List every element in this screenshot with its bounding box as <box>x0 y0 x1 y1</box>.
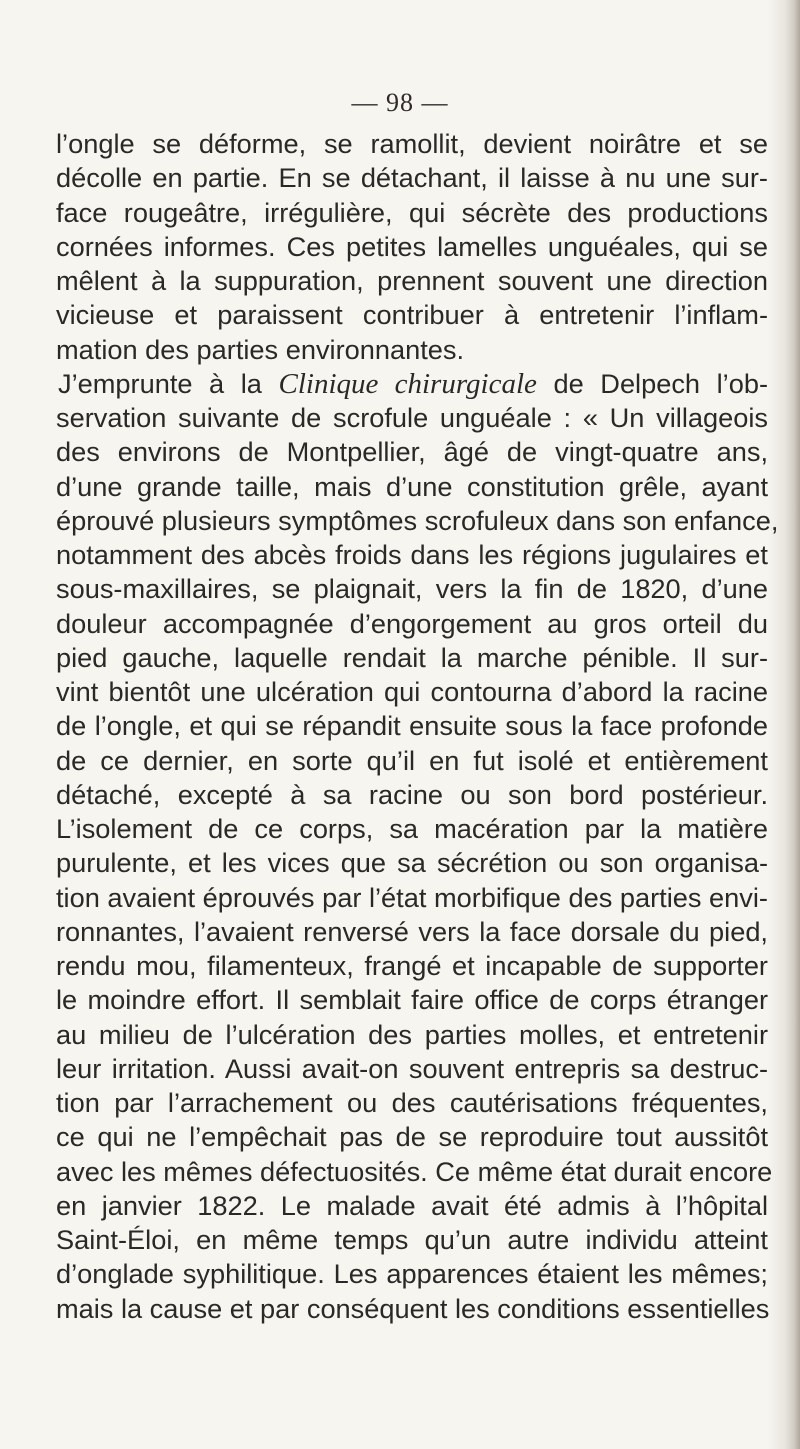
text-line: l’ongle se déforme, se ramollit, devient noirâtre et se <box>56 128 768 159</box>
text-line: de l’ongle, et qui se répandit ensuite sous la face profonde <box>56 710 768 742</box>
text-line: d’onglade syphilitique. Les apparences étaient les mêmes; <box>56 1258 768 1290</box>
text-line: mêlent à la suppuration, prennent souvent une direction <box>56 265 768 296</box>
text-segment: de Delpech l’ob- <box>553 367 768 399</box>
text-line: tion avaient éprouvés par l’état morbifique des parties envi- <box>56 881 768 913</box>
text-line: mais la cause et par conséquent les conditions essentielles <box>56 1292 770 1324</box>
text-line: notamment des abcès froids dans les régions jugulaires et <box>56 539 768 570</box>
text-line-with-citation <box>56 367 768 401</box>
text-line: rendu mou, filamenteux, frangé et incapable de supporter <box>56 950 768 981</box>
text-line: des environs de Montpellier, âgé de vingt-quatre ans, <box>56 436 768 468</box>
text-line: au milieu de l’ulcération des parties molles, et entretenir <box>56 1018 768 1050</box>
text-line: avec les mêmes défectuosités. Ce même état durait encore <box>56 1155 773 1187</box>
text-line: Saint-Éloi, en même temps qu’un autre individu atteint <box>56 1224 768 1255</box>
body-text <box>56 127 779 1326</box>
text-line: d’une grande taille, mais d’une constitution grêle, ayant <box>56 470 768 502</box>
text-line: éprouvé plusieurs symptômes scrofuleux dans son enfance, <box>56 504 779 536</box>
text-line: ronnantes, l’avaient renversé vers la face dorsale du pied, <box>56 915 768 947</box>
text-line: décolle en partie. En se détachant, il laisse à nu une sur- <box>56 162 768 194</box>
text-line: douleur accompagnée d’engorgement au gros orteil du <box>56 607 768 639</box>
text-line: vint bientôt une ulcération qui contourna d’abord la racine <box>56 676 768 707</box>
text-line: sous-maxillaires, se plaignait, vers la fin de 1820, d’une <box>56 573 768 605</box>
text-line: de ce dernier, en sorte qu’il en fut isolé et entièrement <box>56 744 768 776</box>
cited-work-title: Clinique chirurgicale <box>278 367 537 400</box>
text-line: L’isolement de ce corps, sa macération par la matière <box>56 813 768 844</box>
text-line: en janvier 1822. Le malade avait été admis à l’hôpital <box>56 1189 768 1221</box>
page-number: — 98 — <box>351 88 449 117</box>
text-line: mation des parties environnantes. <box>56 333 465 365</box>
text-line: tion par l’arrachement ou des cautérisations fréquentes, <box>56 1087 768 1118</box>
page-edge-shadow <box>786 0 800 1449</box>
text-line: servation suivante de scrofule unguéale : « Un villageois <box>56 402 768 433</box>
text-line: purulente, et les vices que sa sécrétion ou son organisa- <box>56 847 768 879</box>
text-line: pied gauche, laquelle rendait la marche pénible. Il sur- <box>56 641 768 673</box>
text-line: ce qui ne l’empêchait pas de se reproduire tout aussitôt <box>56 1121 768 1153</box>
text-line: détaché, excepté à sa racine ou son bord postérieur. <box>56 778 768 810</box>
text-line: face rougeâtre, irrégulière, qui sécrète des productions <box>56 196 768 228</box>
text-line: leur irritation. Aussi avait-on souvent entrepris sa destruc- <box>56 1052 768 1084</box>
text-line: vicieuse et paraissent contribuer à entretenir l’inflam- <box>56 299 768 331</box>
text-segment: J’emprunte à la <box>58 367 262 399</box>
text-line: le moindre effort. Il semblait faire office de corps étranger <box>56 984 768 1016</box>
text-line: cornées informes. Ces petites lamelles unguéales, qui se <box>56 230 768 262</box>
